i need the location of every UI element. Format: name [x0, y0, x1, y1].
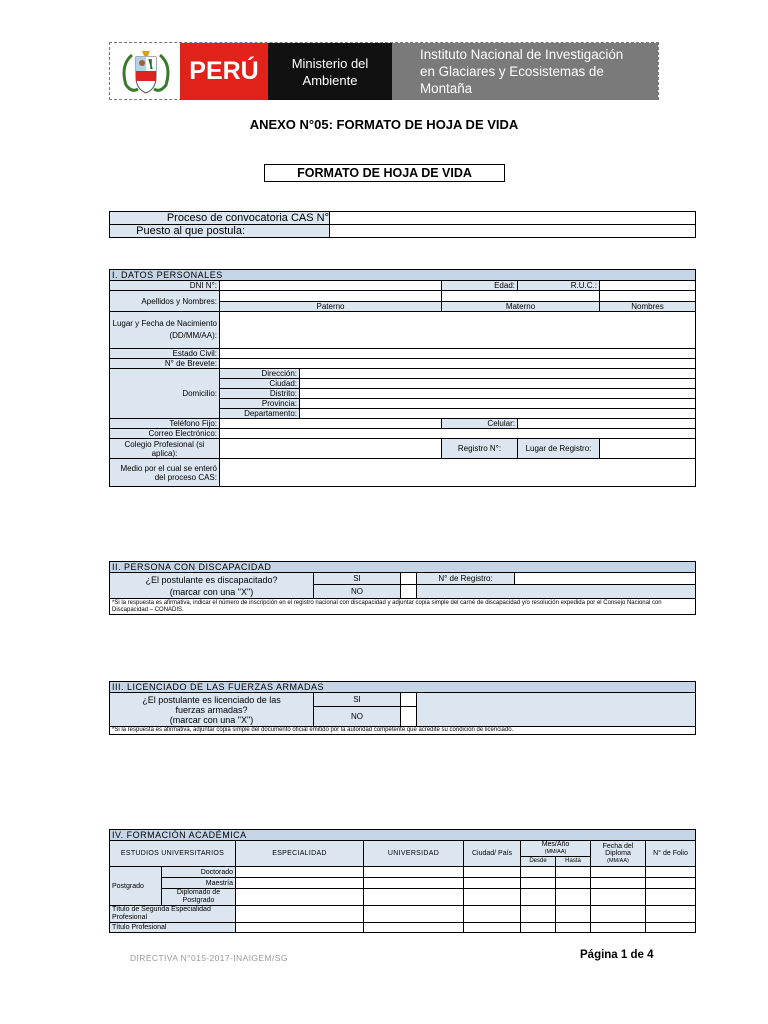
- discapacidad-no-box[interactable]: [401, 585, 417, 599]
- registro-label: Registro N°:: [442, 439, 518, 459]
- ffaa-si-label: SI: [314, 693, 401, 707]
- celular-field[interactable]: [518, 419, 696, 429]
- correo-field[interactable]: [220, 429, 696, 439]
- puesto-label: Puesto al que postula:: [110, 225, 330, 238]
- diplomado-universidad[interactable]: [364, 889, 464, 906]
- discapacidad-blank: [417, 585, 696, 599]
- diplomado-ciudad[interactable]: [464, 889, 521, 906]
- ruc-field[interactable]: [600, 281, 696, 291]
- estudios-header: ESTUDIOS UNIVERSITARIOS: [110, 841, 236, 867]
- coat-of-arms-icon: [112, 45, 180, 99]
- paterno-label: Paterno: [220, 302, 442, 312]
- maestria-label: Maestría: [162, 878, 236, 889]
- doctorado-desde[interactable]: [521, 867, 556, 878]
- doctorado-especialidad[interactable]: [236, 867, 364, 878]
- correo-label: Correo Electrónico:: [110, 429, 220, 439]
- dni-label: DNI N°:: [110, 281, 220, 291]
- maestria-ciudad[interactable]: [464, 878, 521, 889]
- formacion-title: IV. FORMACIÓN ACADÉMICA: [110, 830, 696, 841]
- segunda-ciudad[interactable]: [464, 906, 521, 923]
- puesto-field[interactable]: [330, 225, 696, 238]
- discapacidad-registro-label: N° de Registro:: [417, 573, 515, 585]
- discapacidad-no-label: NO: [314, 585, 401, 599]
- brevete-field[interactable]: [220, 359, 696, 369]
- profesional-folio[interactable]: [646, 923, 696, 933]
- edad-label: Edad:: [442, 281, 518, 291]
- segunda-universidad[interactable]: [364, 906, 464, 923]
- lugar-registro-field[interactable]: [600, 439, 696, 459]
- hasta-header: Hasta: [556, 857, 591, 867]
- form-title: FORMATO DE HOJA DE VIDA: [264, 164, 505, 182]
- doctorado-folio[interactable]: [646, 867, 696, 878]
- lugar-label: Lugar y Fecha de Nacimiento (DD/MM/AA):: [110, 312, 220, 349]
- segunda-hasta[interactable]: [556, 906, 591, 923]
- diplomado-folio[interactable]: [646, 889, 696, 906]
- especialidad-header: ESPECIALIDAD: [236, 841, 364, 867]
- convocatoria-label: Proceso de convocatoria CAS N°: [110, 212, 330, 225]
- segunda-especialidad[interactable]: [236, 906, 364, 923]
- lugar-registro-label: Lugar de Registro:: [518, 439, 600, 459]
- personal-table: [109, 269, 696, 487]
- doctorado-fecha[interactable]: [591, 867, 646, 878]
- distrito-label: Distrito:: [220, 389, 300, 399]
- institute-label: Instituto Nacional de Investigación en Glaciares y Ecosistemas de Montaña: [392, 43, 658, 100]
- apellidos-label: Apellidos y Nombres:: [110, 291, 220, 312]
- discapacidad-registro-field[interactable]: [515, 573, 696, 585]
- doctorado-universidad[interactable]: [364, 867, 464, 878]
- maestria-universidad[interactable]: [364, 878, 464, 889]
- distrito-field[interactable]: [300, 389, 696, 399]
- provincia-label: Provincia:: [220, 399, 300, 409]
- direccion-label: Dirección:: [220, 369, 300, 379]
- direccion-field[interactable]: [300, 369, 696, 379]
- paterno-field[interactable]: [220, 291, 442, 302]
- domicilio-label: Domicilio:: [110, 369, 220, 419]
- ruc-label: R.U.C.:: [518, 281, 600, 291]
- ffaa-blank: [417, 693, 696, 727]
- process-table: [109, 211, 696, 238]
- nombres-field[interactable]: [600, 291, 696, 302]
- ffaa-si-box[interactable]: [401, 693, 417, 707]
- profesional-hasta[interactable]: [556, 923, 591, 933]
- ffaa-title: III. LICENCIADO DE LAS FUERZAS ARMADAS: [110, 682, 696, 693]
- page-number: Página 1 de 4: [580, 949, 654, 961]
- profesional-universidad[interactable]: [364, 923, 464, 933]
- maestria-especialidad[interactable]: [236, 878, 364, 889]
- ffaa-question: ¿El postulante es licenciado de las fuerzas armadas? (marcar con una "X"): [110, 693, 314, 727]
- colegio-field[interactable]: [220, 439, 442, 459]
- desde-header: Desde: [521, 857, 556, 867]
- profesional-especialidad[interactable]: [236, 923, 364, 933]
- materno-label: Materno: [442, 302, 600, 312]
- ffaa-table: [109, 681, 696, 735]
- maestria-desde[interactable]: [521, 878, 556, 889]
- ffaa-no-label: NO: [314, 707, 401, 727]
- ciudad-label: Ciudad:: [220, 379, 300, 389]
- colegio-label: Colegio Profesional (si aplica):: [110, 439, 220, 459]
- telefono-label: Teléfono Fijo:: [110, 419, 220, 429]
- folio-header: N° de Folio: [646, 841, 696, 867]
- dni-field[interactable]: [220, 281, 442, 291]
- peru-label: PERÚ: [180, 43, 268, 100]
- provincia-field[interactable]: [300, 399, 696, 409]
- profesional-fecha[interactable]: [591, 923, 646, 933]
- postgrado-label: Postgrado: [110, 867, 162, 906]
- segunda-fecha[interactable]: [591, 906, 646, 923]
- nombres-label: Nombres: [600, 302, 696, 312]
- profesional-label: Título Profesional: [110, 923, 236, 933]
- departamento-field[interactable]: [300, 409, 696, 419]
- segunda-label: Título de Segunda Especialidad Profesional: [110, 906, 236, 923]
- ffaa-no-box[interactable]: [401, 707, 417, 727]
- ciudad-field[interactable]: [300, 379, 696, 389]
- estado-field[interactable]: [220, 349, 696, 359]
- doctorado-hasta[interactable]: [556, 867, 591, 878]
- fecha-header: Fecha del Diploma (MM/AA): [591, 841, 646, 867]
- materno-field[interactable]: [442, 291, 600, 302]
- departamento-label: Departamento:: [220, 409, 300, 419]
- discapacidad-si-box[interactable]: [401, 573, 417, 585]
- diplomado-hasta[interactable]: [556, 889, 591, 906]
- lugar-field[interactable]: [220, 312, 696, 349]
- diplomado-especialidad[interactable]: [236, 889, 364, 906]
- maestria-folio[interactable]: [646, 878, 696, 889]
- discapacidad-question: ¿El postulante es discapacitado? (marcar con una "X"): [110, 573, 314, 599]
- celular-label: Celular:: [442, 419, 518, 429]
- mesano-header: Mes/Año (MM/AA): [521, 841, 591, 857]
- convocatoria-field[interactable]: [330, 212, 696, 225]
- doctorado-label: Doctorado: [162, 867, 236, 878]
- discapacidad-title: II. PERSONA CON DISCAPACIDAD: [110, 562, 696, 573]
- doctorado-ciudad[interactable]: [464, 867, 521, 878]
- diplomado-fecha[interactable]: [591, 889, 646, 906]
- annex-title: ANEXO N°05: FORMATO DE HOJA DE VIDA: [249, 117, 519, 132]
- ffaa-note: *Si la respuesta es afirmativa, adjuntar copia simple del documento oficial emitido por la autoridad competente que acredite su condición de licenciado.: [110, 727, 696, 735]
- discapacidad-table: [109, 561, 696, 615]
- diplomado-label: Diplomado de Postgrado: [162, 889, 236, 906]
- estado-label: Estado Civil:: [110, 349, 220, 359]
- maestria-fecha[interactable]: [591, 878, 646, 889]
- brevete-label: N° de Brevete:: [110, 359, 220, 369]
- segunda-desde[interactable]: [521, 906, 556, 923]
- directiva-label: DIRECTIVA N°015-2017-INAIGEM/SG: [130, 953, 288, 963]
- discapacidad-note: *Si la respuesta es afirmativa, indicar el número de inscripción en el registro nacional con discapacidad y adjuntar copia simple del carné de discapacidad y/o resolución expedida por el Consejo Nacional con Discapacidad – CONADIS.: [110, 599, 696, 615]
- medio-field[interactable]: [220, 459, 696, 487]
- maestria-hasta[interactable]: [556, 878, 591, 889]
- profesional-ciudad[interactable]: [464, 923, 521, 933]
- personal-title: I. DATOS PERSONALES: [110, 270, 696, 281]
- profesional-desde[interactable]: [521, 923, 556, 933]
- medio-label: Medio por el cual se enteró del proceso CAS:: [110, 459, 220, 487]
- ciudad-header: Ciudad/ País: [464, 841, 521, 867]
- ministry-label: Ministerio del Ambiente: [268, 43, 392, 100]
- formacion-table: [109, 829, 696, 933]
- discapacidad-si-label: SI: [314, 573, 401, 585]
- diplomado-desde[interactable]: [521, 889, 556, 906]
- segunda-folio[interactable]: [646, 906, 696, 923]
- universidad-header: UNIVERSIDAD: [364, 841, 464, 867]
- telefono-field[interactable]: [220, 419, 442, 429]
